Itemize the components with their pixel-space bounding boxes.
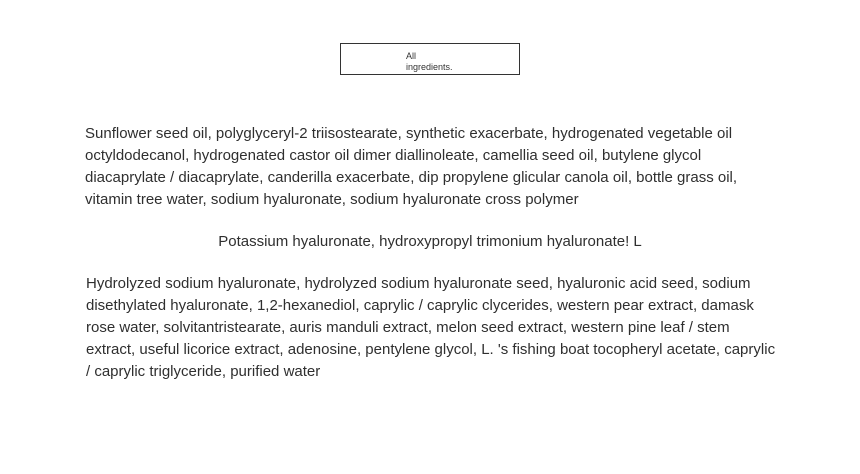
all-ingredients-title-box — [340, 43, 520, 75]
title-line-2: ingredients. — [406, 62, 453, 72]
ingredients-paragraph-2: Potassium hyaluronate, hydroxypropyl trimonium hyaluronate! L — [218, 233, 642, 250]
ingredients-paragraph-3: Hydrolyzed sodium hyaluronate, hydrolyzed sodium hyaluronate seed, hyaluronic acid seed, sodium disethylated hyaluronate, 1,2-hexanediol, caprylic / caprylic clycerides, western pear extract, damask rose water, solvitantristearate, auris manduli extract, melon seed extract, western pine leaf / stem extract, useful licorice extract, adenosine, pentylene glycol, L. 's fishing boat tocopheryl acetate, caprylic / caprylic triglyceride, purified water — [86, 275, 776, 380]
title-line-1: All — [406, 51, 417, 61]
ingredients-paragraph-1: Sunflower seed oil, polyglyceryl-2 triisostearate, synthetic exacerbate, hydrogenated vegetable oil octyldodecanol, hydrogenated castor oil dimer diallinoleate, camellia seed oil, butylene glycol diacaprylate / diacaprylate, canderilla exacerbate, dip propylene glicular canola oil, bottle grass oil, vitamin tree water, sodium hyaluronate, sodium hyaluronate cross polymer — [85, 125, 738, 208]
